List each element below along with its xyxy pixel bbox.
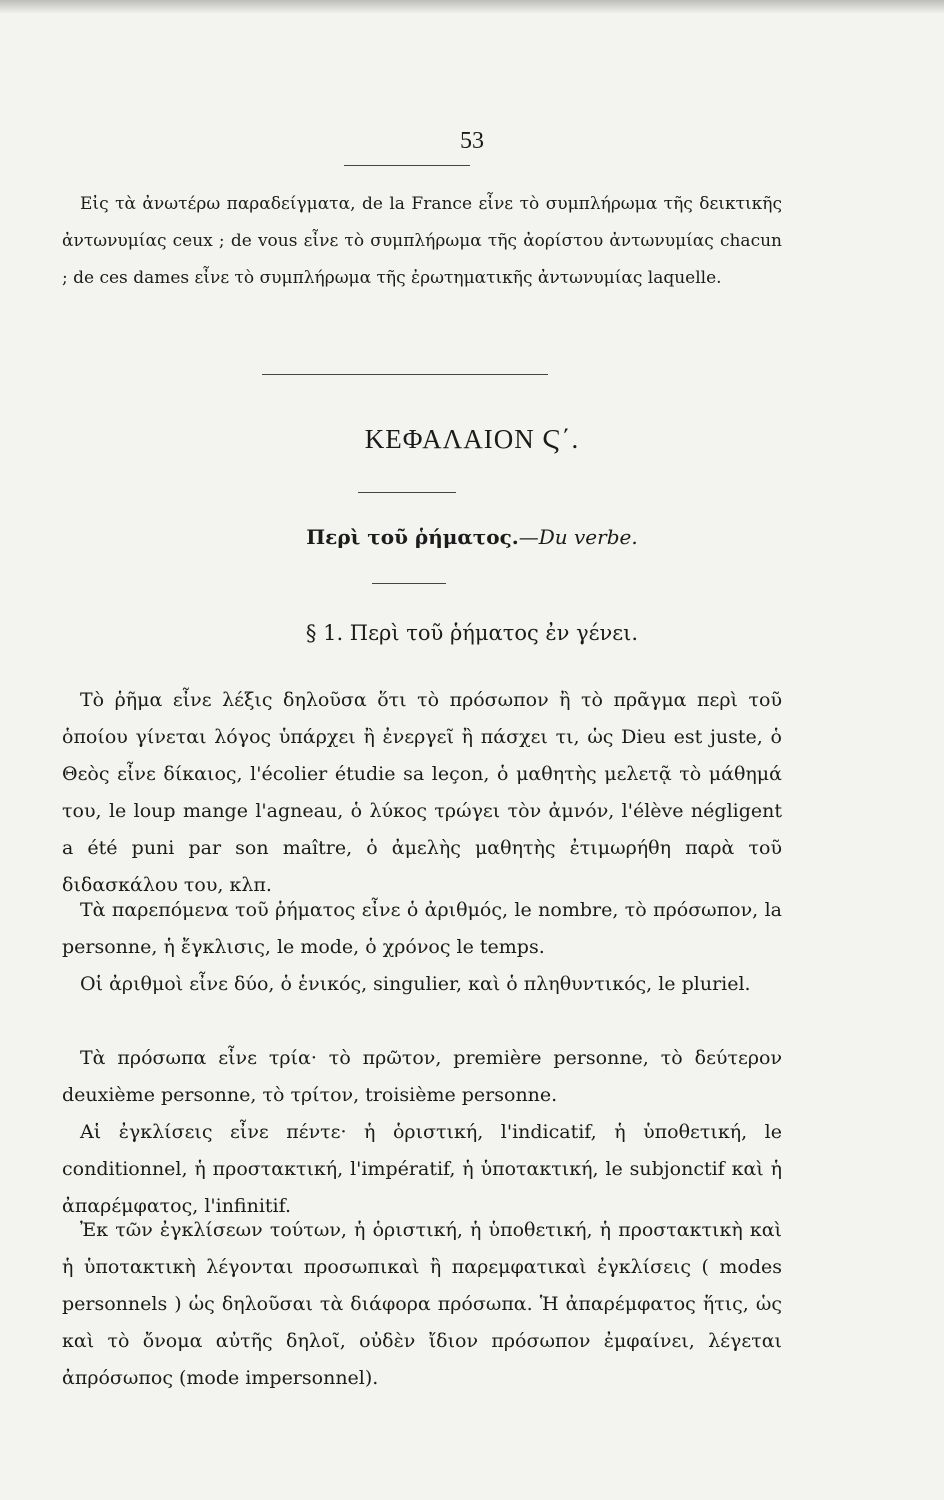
body-paragraph-3: Οἱ ἀριθμοὶ εἶνε δύο, ὁ ἑνικός, singulier, καὶ ὁ πληθυντικός, le pluriel. xyxy=(80,973,751,995)
body-paragraph-2: Τὰ παρεπόμενα τοῦ ῥήματος εἶνε ὁ ἀριθμός, le nombre, τὸ πρόσωπον, la personne, ἡ ἔγκλισις, le mode, ὁ χρόνος le temps. xyxy=(62,899,782,958)
subtitle-rule xyxy=(372,583,446,584)
subtitle-french: —Du verbe. xyxy=(518,525,638,549)
section-title: § 1. Περὶ τοῦ ῥήματος ἐν γένει. xyxy=(305,621,639,645)
scan-edge-shadow xyxy=(0,0,944,14)
body-paragraph-6: Ἐκ τῶν ἐγκλίσεων τούτων, ἡ ὁριστική, ἡ ὑποθετική, ἡ προστακτικὴ καὶ ἡ ὑποτακτικὴ λέγονται προσωπικαὶ ἢ παρεμφατικαὶ ἐγκλίσεις ( modes personnels ) ὡς δηλοῦσαι τὰ διάφορα πρόσωπα. Ἡ ἀπαρέμφατος ἥτις, ὡς καὶ τὸ ὄνομα αὐτῆς δηλοῖ, οὐδὲν ἴδιον πρόσωπον ἐμφαίνει, λέγεται ἀπρόσωπος (mode impersonnel). xyxy=(62,1219,782,1389)
ornament-rule xyxy=(262,374,548,375)
page-number: 53 xyxy=(460,128,484,154)
chapter-title: ΚΕΦΑΛΑΙΟΝ Ϛ΄. xyxy=(364,424,580,454)
body-paragraph-1: Τὸ ῥῆμα εἶνε λέξις δηλοῦσα ὅτι τὸ πρόσωπον ἢ τὸ πρᾶγμα περὶ τοῦ ὁποίου γίνεται λόγος ὑπάρχει ἢ ἐνεργεῖ ἢ πάσχει τι, ὡς Dieu est juste, ὁ Θεὸς εἶνε δίκαιος, l'écolier étudie sa leçon, ὁ μαθητὴς μελετᾷ τὸ μάθημά του, le loup mange l'agneau, ὁ λύκος τρώγει τὸν ἀμνόν, l'élève négligent a été puni par son maître, ὁ ἀμελὴς μαθητὴς ἐτιμωρήθη παρὰ τοῦ διδασκάλου του, κλπ. xyxy=(62,689,782,896)
chapter-rule xyxy=(358,492,456,493)
chapter-subtitle xyxy=(0,525,944,549)
intro-paragraph: Εἰς τὰ ἀνωτέρω παραδείγματα, de la France εἶνε τὸ συμπλήρωμα τῆς δεικτικῆς ἀντωνυμίας ceux ; de vous εἶνε τὸ συμπλήρωμα τῆς ἀορίστου ἀντωνυμίας chacun ; de ces dames εἶνε τὸ συμπλήρωμα τῆς ἐρωτηματικῆς ἀντωνυμίας laquelle. xyxy=(62,194,782,288)
header-rule xyxy=(344,165,470,166)
body-paragraph-5: Αἱ ἐγκλίσεις εἶνε πέντε· ἡ ὁριστική, l'indicatif, ἡ ὑποθετική, le conditionnel, ἡ προστακτική, l'impératif, ἡ ὑποτακτική, le subjonctif καὶ ἡ ἀπαρέμφατος, l'infinitif. xyxy=(62,1121,782,1217)
subtitle-greek: Περὶ τοῦ ῥήματος. xyxy=(306,525,519,549)
body-paragraph-4: Τὰ πρόσωπα εἶνε τρία· τὸ πρῶτον, première personne, τὸ δεύτερον deuxième personne, τὸ τρίτον, troisième personne. xyxy=(62,1047,782,1106)
